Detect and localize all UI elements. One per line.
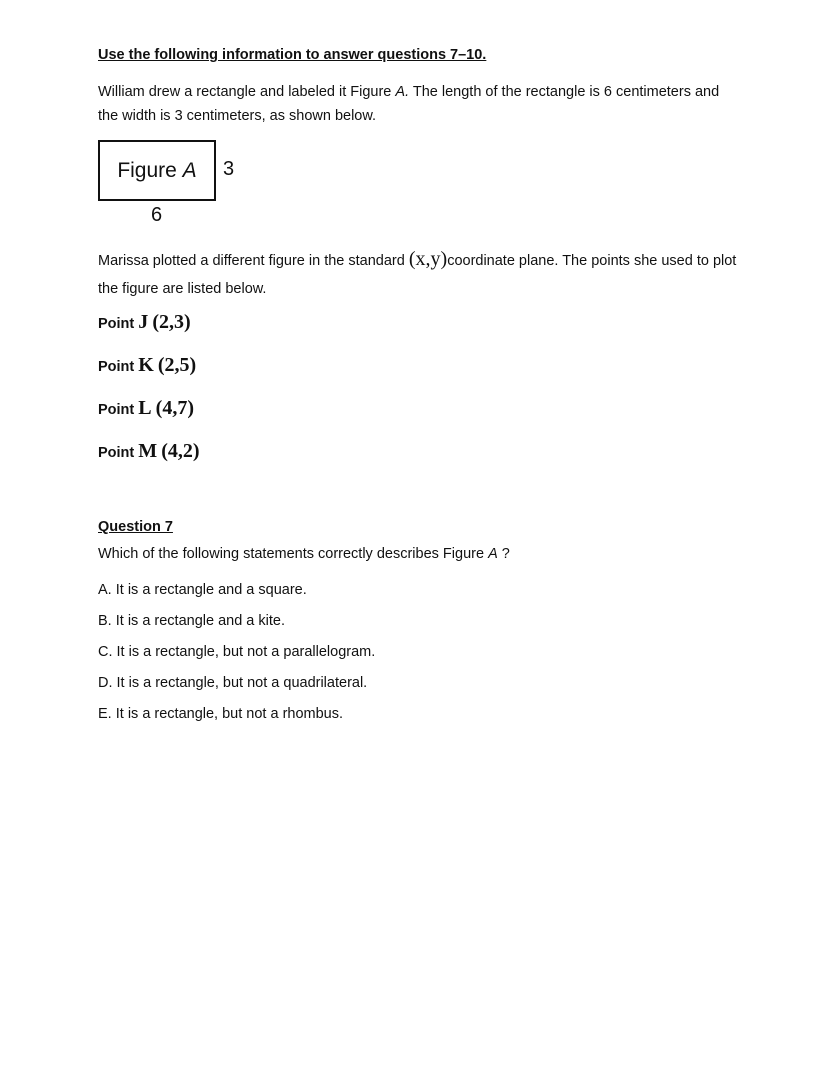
- intro-paragraph: [98, 80, 738, 128]
- point-j: [98, 311, 191, 334]
- point-prefix: Point: [98, 316, 139, 332]
- answer-option-d[interactable]: D. It is a rectangle, but not a quadrilateral.: [98, 675, 368, 691]
- point-coords: (2,3): [152, 311, 191, 333]
- point-coords: (4,7): [155, 397, 194, 419]
- figure-a-label: Figure A: [117, 158, 197, 182]
- point-prefix: Point: [98, 359, 139, 375]
- answer-option-c[interactable]: C. It is a rectangle, but not a parallelogram.: [98, 644, 376, 660]
- point-coords: (4,2): [161, 440, 200, 462]
- answer-option-a[interactable]: A. It is a rectangle and a square.: [98, 582, 307, 598]
- answer-option-e[interactable]: E. It is a rectangle, but not a rhombus.: [98, 706, 344, 722]
- info-heading: Use the following information to answer questions 7–10.: [98, 47, 487, 63]
- intro-text-1: William drew a rectangle and labeled it Figure: [98, 84, 396, 100]
- figure-a-rectangle: [98, 140, 216, 201]
- question-heading: Question 7: [98, 519, 173, 535]
- intro-text-2: The length of the rectangle is 6 centimeters and the width is 3 centimeters, as shown below.: [98, 84, 720, 124]
- figure-width-label: 3: [223, 158, 235, 180]
- marissa-text-2: coordinate plane. The points she used to plot the figure are listed below.: [98, 253, 737, 297]
- point-coords: (2,5): [157, 354, 197, 376]
- coordinate-notation: (x,y): [408, 248, 448, 270]
- marissa-text-1: Marissa plotted a different figure in the standard: [98, 253, 409, 269]
- intro-figure-name: A.: [395, 84, 410, 100]
- answer-option-b[interactable]: B. It is a rectangle and a kite.: [98, 613, 285, 629]
- point-name: K: [138, 354, 154, 376]
- marissa-paragraph: [98, 245, 738, 303]
- point-prefix: Point: [98, 445, 139, 461]
- point-l: [98, 397, 194, 420]
- point-name: M: [138, 440, 158, 462]
- point-k: [98, 354, 196, 377]
- point-prefix: Point: [98, 402, 139, 418]
- point-name: J: [138, 311, 149, 333]
- point-m: [98, 440, 200, 463]
- point-name: L: [138, 397, 152, 419]
- figure-length-label: 6: [151, 204, 163, 226]
- question-prompt: Which of the following statements correctly describes Figure A ?: [98, 546, 510, 562]
